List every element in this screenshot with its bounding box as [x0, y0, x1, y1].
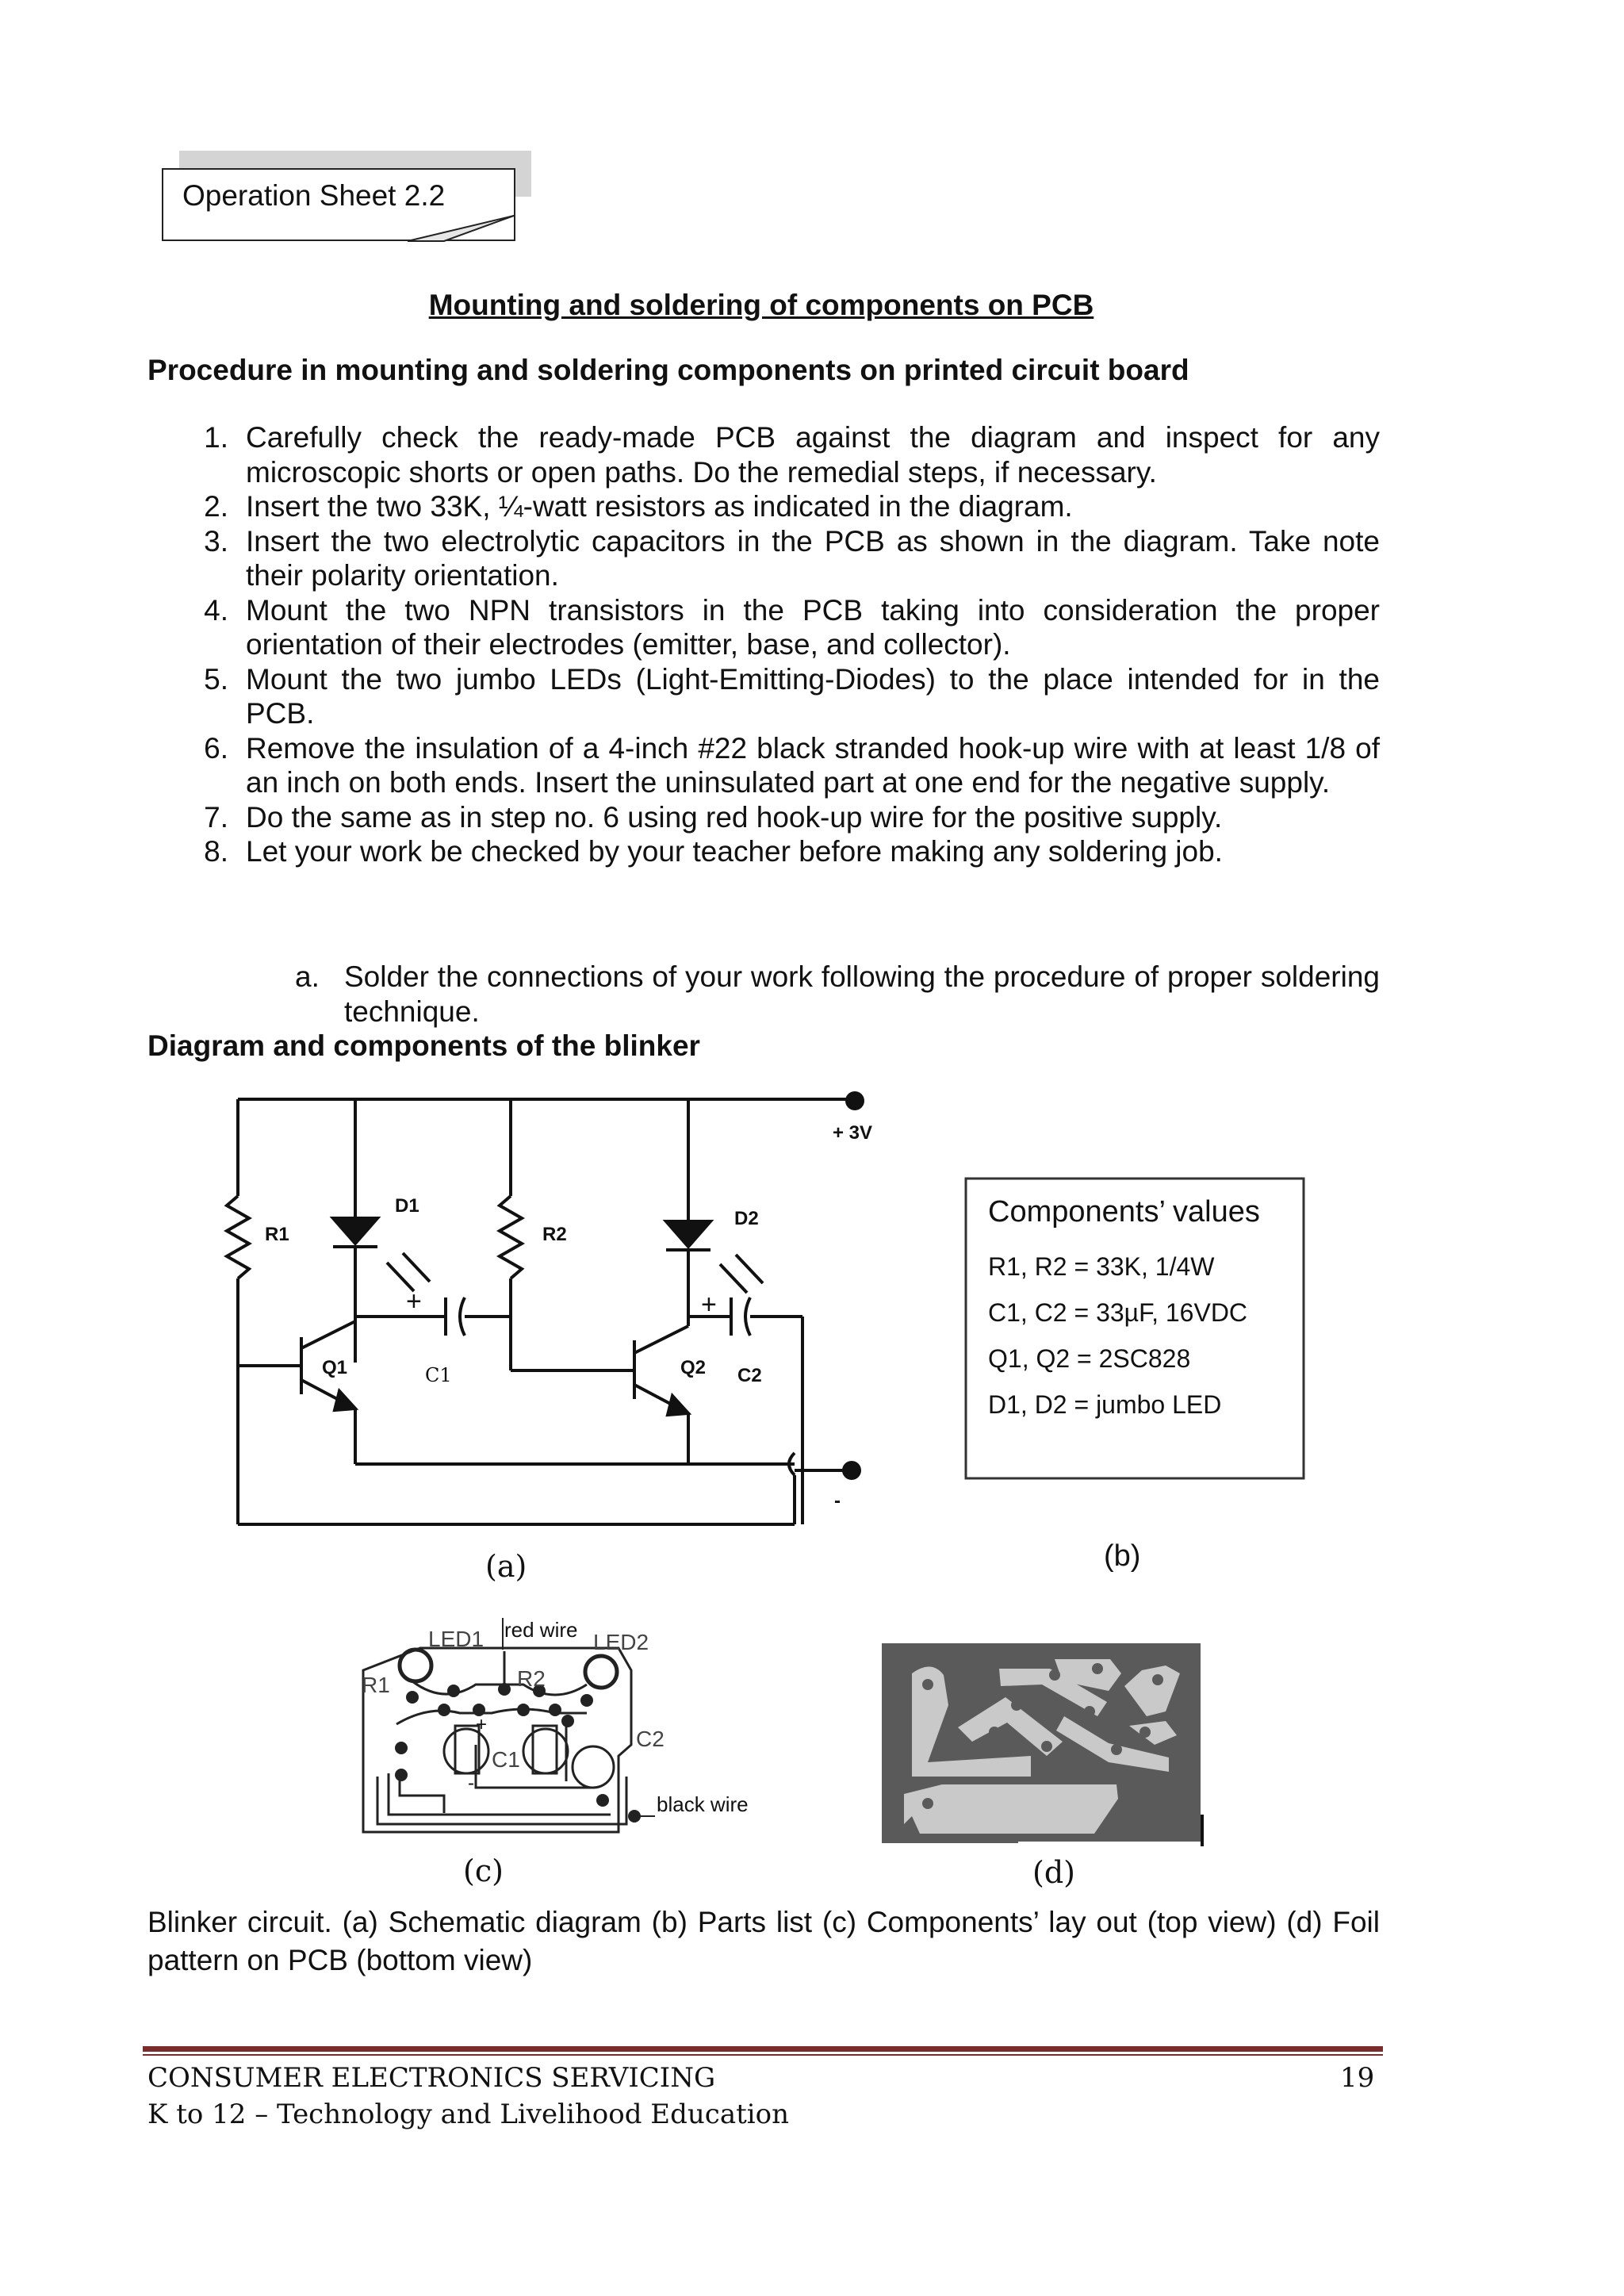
sub-step-number: a. [295, 960, 320, 993]
layout-label-led1: LED1 [428, 1627, 485, 1651]
layout-label-red-wire: red wire [504, 1618, 578, 1642]
layout-label-c2: C2 [636, 1727, 665, 1751]
tag-page-curl [396, 208, 523, 247]
step-item [197, 800, 1380, 835]
step-text: Mount the two jumbo LEDs (Light-Emitting-Diodes) to the place intended for in the PCB. [246, 662, 1380, 730]
schematic-label-r1: R1 [265, 1224, 289, 1245]
step-number: 7. [204, 800, 228, 834]
figure-label-b: (b) [1104, 1539, 1141, 1573]
layout-label-r2: R2 [517, 1666, 546, 1691]
figure-label-d: (d) [1032, 1855, 1075, 1890]
schematic-labels [222, 1087, 888, 1594]
layout-label-plus: + [476, 1714, 488, 1735]
step-item [197, 489, 1380, 524]
footer-program: K to 12 – Technology and Livelihood Education [147, 2099, 789, 2130]
parts-list-item: C1, C2 = 33µF, 16VDC [988, 1298, 1248, 1327]
parts-list-title: Components’ values [988, 1195, 1260, 1228]
schematic-label-c1: C1 [425, 1364, 452, 1386]
footer-rule-thin [143, 2054, 1383, 2056]
step-item [197, 593, 1380, 662]
schematic-label-q2: Q2 [680, 1357, 707, 1378]
step-number: 5. [204, 662, 228, 696]
foil-pattern [872, 1634, 1213, 1895]
figure-caption: Blinker circuit. (a) Schematic diagram (b) Parts list (c) Components’ lay out (top view) (d) Foil pattern on PCB (bottom view) [147, 1906, 1380, 1976]
step-text: Carefully check the ready-made PCB against the diagram and inspect for any microscopic shorts or open paths. Do the remedial steps, if necessary. [246, 421, 1380, 489]
procedure-heading: Procedure in mounting and soldering components on printed circuit board [147, 354, 1189, 386]
schematic-label-negative: - [834, 1490, 841, 1512]
procedure-steps [197, 420, 1380, 869]
parts-list-item: D1, D2 = jumbo LED [988, 1390, 1222, 1419]
schematic-label-supply: + 3V [833, 1122, 873, 1144]
parts-list [959, 1174, 1316, 1594]
parts-list-item: R1, R2 = 33K, 1/4W [988, 1252, 1215, 1281]
operation-sheet-label: Operation Sheet 2.2 [182, 179, 446, 212]
step-number: 4. [204, 593, 228, 627]
page-title: Mounting and soldering of components on PCB [428, 289, 1094, 321]
layout-label-c1: C1 [492, 1747, 520, 1772]
step-number: 3. [204, 524, 228, 558]
footer-course-title: CONSUMER ELECTRONICS SERVICING [147, 2062, 716, 2094]
step-item [197, 662, 1380, 731]
step-item [197, 834, 1380, 869]
step-text: Let your work be checked by your teacher before making any soldering job. [246, 835, 1223, 868]
step-number: 2. [204, 490, 228, 523]
step-item [197, 731, 1380, 800]
layout-label-r1: R1 [362, 1673, 390, 1697]
figure-label-c: (c) [463, 1853, 504, 1888]
step-text: Do the same as in step no. 6 using red hook-up wire for the positive supply. [246, 800, 1223, 834]
step-text: Insert the two 33K, ¼-watt resistors as indicated in the diagram. [246, 490, 1073, 523]
layout-label-black-wire: black wire [657, 1792, 749, 1816]
footer-rule [143, 2046, 1383, 2052]
components-layout-labels [349, 1602, 777, 1895]
sub-step-a [295, 960, 1380, 1029]
step-text: Insert the two electrolytic capacitors in the PCB as shown in the diagram. Take note their polarity orientation. [246, 524, 1380, 592]
step-number: 8. [204, 835, 228, 868]
schematic-label-q1: Q1 [322, 1357, 348, 1378]
page-number: 19 [1340, 2062, 1375, 2094]
step-number: 1. [204, 421, 228, 454]
sub-step-text: Solder the connections of your work following the procedure of proper soldering technique. [344, 960, 1380, 1028]
schematic-label-d1: D1 [395, 1195, 419, 1217]
step-item [197, 524, 1380, 593]
parts-list-item: Q1, Q2 = 2SC828 [988, 1344, 1191, 1373]
schematic-label-c2: C2 [737, 1365, 762, 1386]
diagram-heading: Diagram and components of the blinker [147, 1029, 700, 1062]
layout-label-minus: - [468, 1773, 474, 1794]
schematic-label-c2-plus: + [701, 1290, 717, 1320]
step-number: 6. [204, 731, 228, 765]
step-text: Remove the insulation of a 4-inch #22 black stranded hook-up wire with at least 1/8 of an inch on both ends. Insert the uninsulated part at one end for the negative supply. [246, 731, 1380, 799]
schematic-label-r2: R2 [542, 1224, 567, 1245]
step-text: Mount the two NPN transistors in the PCB taking into consideration the proper orientation of their electrodes (emitter, base, and collector). [246, 593, 1380, 661]
figure-label-a: (a) [485, 1549, 527, 1584]
layout-label-led2: LED2 [593, 1630, 649, 1654]
step-item [197, 420, 1380, 489]
schematic-label-c1-plus: + [406, 1286, 422, 1317]
schematic-label-d2: D2 [734, 1208, 759, 1229]
